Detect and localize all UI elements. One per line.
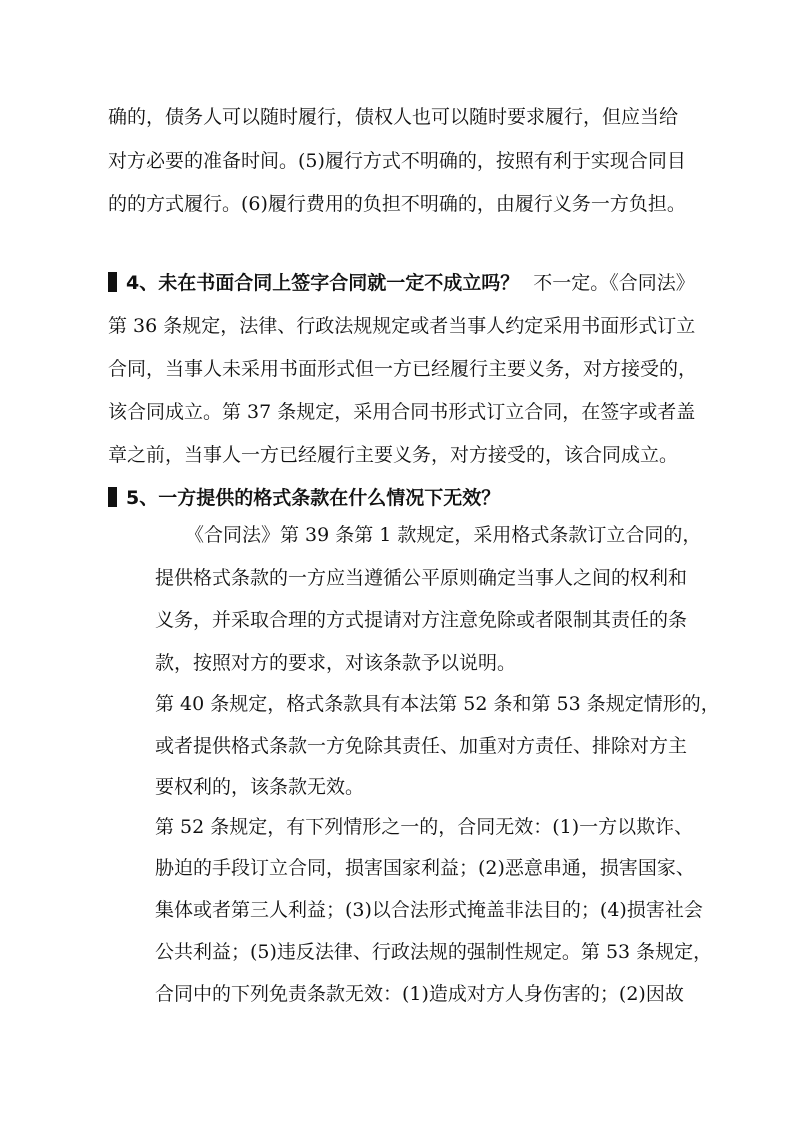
paragraph-line: 义务，并采取合理的方式提请对方注意免除或者限制其责任的条	[155, 609, 688, 631]
paragraph-line: 公共利益；(5)违反法律、行政法规的强制性规定。第 53 条规定，	[155, 941, 713, 963]
paragraph-line: 的的方式履行。(6)履行费用的负担不明确的，由履行义务一方负担。	[108, 193, 686, 215]
paragraph-line: 该合同成立。第 37 条规定，采用合同书形式订立合同，在签字或者盖	[108, 401, 696, 423]
paragraph-line: 合同，当事人未采用书面形式但一方已经履行主要义务，对方接受的，	[108, 358, 698, 380]
paragraph-line: 胁迫的手段订立合同，损害国家利益；(2)恶意串通，损害国家、	[155, 857, 695, 879]
paragraph-line: 第 36 条规定，法律、行政法规规定或者当事人约定采用书面形式订立	[108, 315, 696, 337]
paragraph-line: 《合同法》第 39 条第 1 款规定，采用格式条款订立合同的，	[185, 524, 702, 546]
heading-marker-icon	[108, 272, 117, 292]
paragraph-line: 对方必要的准备时间。(5)履行方式不明确的，按照有利于实现合同目	[108, 150, 686, 172]
section-4-title: 4、未在书面合同上签字合同就一定不成立吗？	[126, 272, 520, 294]
paragraph-line: 要权利的，该条款无效。	[155, 776, 365, 798]
paragraph-line: 集体或者第三人利益；(3)以合法形式掩盖非法目的；(4)损害社会	[155, 899, 703, 921]
heading-marker-icon	[108, 487, 117, 507]
section-4-title-tail: 不一定。《合同法》	[533, 272, 695, 294]
paragraph-line: 第 40 条规定，格式条款具有本法第 52 条和第 53 条规定情形的，	[155, 693, 720, 715]
section-5-heading	[108, 486, 500, 510]
section-4-heading	[108, 271, 695, 295]
paragraph-line: 章之前，当事人一方已经履行主要义务，对方接受的，该合同成立。	[108, 444, 679, 466]
section-5-title: 5、一方提供的格式条款在什么情况下无效？	[126, 487, 501, 509]
paragraph-line: 提供格式条款的一方应当遵循公平原则确定当事人之间的权利和	[155, 567, 688, 589]
paragraph-line: 或者提供格式条款一方免除其责任、加重对方责任、排除对方主	[155, 735, 688, 757]
paragraph-line: 款，按照对方的要求，对该条款予以说明。	[155, 652, 517, 674]
paragraph-line: 第 52 条规定，有下列情形之一的，合同无效：(1)一方以欺诈、	[155, 816, 694, 838]
paragraph-line: 确的，债务人可以随时履行，债权人也可以随时要求履行，但应当给	[108, 106, 679, 128]
paragraph-line: 合同中的下列免责条款无效：(1)造成对方人身伤害的；(2)因故	[155, 983, 684, 1005]
